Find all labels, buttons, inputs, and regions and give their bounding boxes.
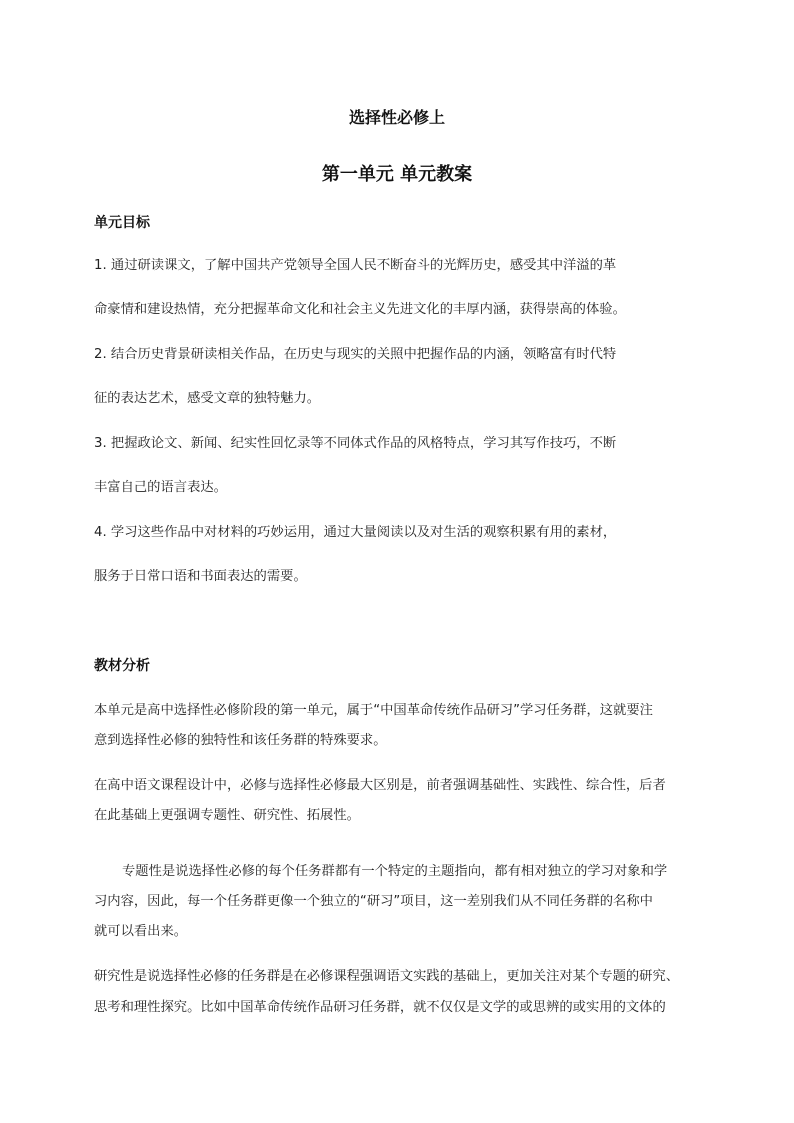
paragraph-line: 1. 通过研读课文，了解中国共产党领导全国人民不断奋斗的光辉历史，感受其中洋溢的革: [94, 258, 617, 273]
paragraph-line: 本单元是高中选择性必修阶段的第一单元，属于“中国革命传统作品研习”学习任务群，这就要注: [94, 703, 653, 718]
paragraph-line: 就可以看出来。: [94, 924, 188, 939]
paragraph-line: 3. 把握政论文、新闻、纪实性回忆录等不同体式作品的风格特点，学习其写作技巧，不断: [94, 436, 617, 451]
paragraph-line: 服务于日常口语和书面表达的需要。: [94, 569, 307, 584]
paragraph-line: 在此基础上更强调专题性、研究性、拓展性。: [94, 808, 360, 823]
paragraph-line: 征的表达艺术，感受文章的独特魅力。: [94, 391, 321, 406]
section-heading-textbook-analysis: 教材分析: [94, 658, 150, 674]
document-title: 选择性必修上: [348, 108, 445, 127]
paragraph-line: 习内容，因此，每一个任务群更像一个独立的“研习”项目，这一差别我们从不同任务群的名称中: [94, 894, 653, 909]
paragraph-line: 命豪情和建设热情，充分把握革命文化和社会主义先进文化的丰厚内涵，获得崇高的体验。: [94, 302, 626, 317]
paragraph-line: 思考和理性探究。比如中国革命传统作品研习任务群，就不仅仅是文学的或思辨的或实用的文体的: [94, 1000, 666, 1015]
paragraph-line: 2. 结合历史背景研读相关作品，在历史与现实的关照中把握作品的内涵，领略富有时代特: [94, 347, 617, 362]
paragraph-line: 专题性是说选择性必修的每个任务群都有一个特定的主题指向，都有相对独立的学习对象和学: [122, 864, 668, 879]
paragraph-line: 在高中语文课程设计中，必修与选择性必修最大区别是，前者强调基础性、实践性、综合性，后者: [94, 778, 666, 793]
paragraph-line: 研究性是说选择性必修的任务群是在必修课程强调语文实践的基础上，更加关注对某个专题的研究、: [94, 969, 680, 984]
paragraph-line: 丰富自己的语言表达。: [94, 480, 227, 495]
document-subtitle: 第一单元 单元教案: [321, 164, 473, 185]
section-heading-unit-goals: 单元目标: [94, 215, 150, 231]
paragraph-line: 意到选择性必修的独特性和该任务群的特殊要求。: [94, 733, 387, 748]
paragraph-line: 4. 学习这些作品中对材料的巧妙运用，通过大量阅读以及对生活的观察积累有用的素材，: [94, 525, 617, 540]
